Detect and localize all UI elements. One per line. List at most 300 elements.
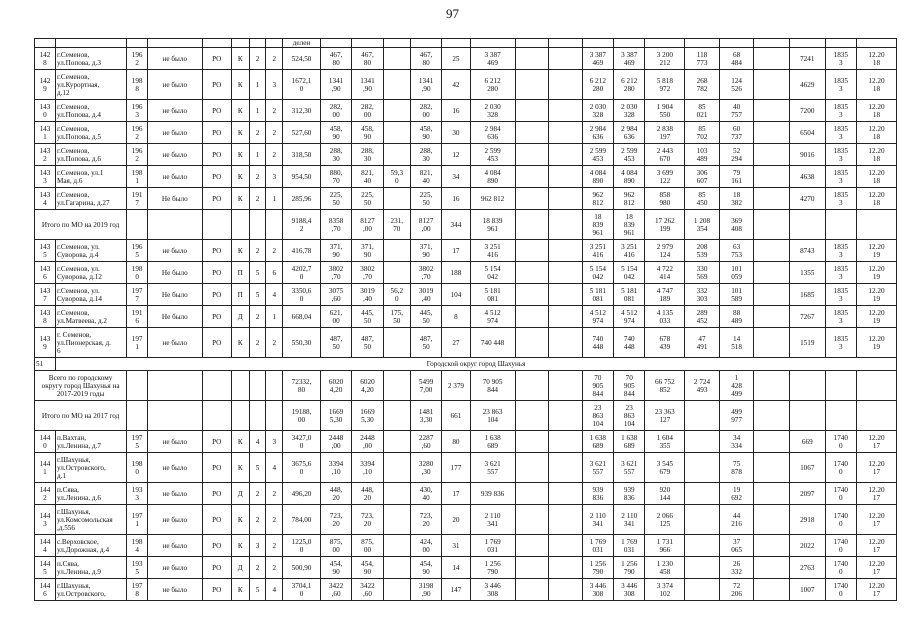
table-cell: не было	[148, 535, 202, 557]
table-cell: 144 1	[35, 453, 56, 483]
table-cell	[549, 122, 583, 144]
table-cell	[383, 70, 410, 100]
table-cell	[549, 262, 583, 284]
table-cell: 1481 3,30	[410, 401, 441, 431]
table-cell: 196 2	[127, 144, 148, 166]
address-cell: г.Семенов, ул. Суворова, д.12	[55, 262, 126, 284]
table-cell	[754, 401, 790, 431]
table-cell: 5 154 042	[582, 262, 613, 284]
table-cell: РО	[202, 328, 231, 358]
table-row	[35, 188, 897, 210]
table-cell: 143 7	[35, 284, 56, 306]
table-cell: 369 408	[719, 210, 754, 240]
table-cell: 118 773	[685, 48, 720, 70]
table-cell	[754, 328, 790, 358]
table-cell	[515, 505, 549, 535]
table-cell: 621, 00	[320, 306, 351, 328]
table-cell: 1835 3	[825, 48, 856, 70]
table-cell	[515, 188, 549, 210]
table-cell	[383, 371, 410, 401]
table-cell: 12.20 18	[856, 144, 896, 166]
table-cell: 1740 0	[825, 535, 856, 557]
address-cell: п.Вахтан, ул.Ленина, д.7	[55, 431, 126, 453]
table-cell: 177	[442, 453, 470, 483]
table-cell: 1 769 031	[582, 535, 613, 557]
table-cell: 3075 ,60	[320, 284, 351, 306]
table-cell: 31	[442, 535, 470, 557]
table-cell: 1669 5,30	[320, 401, 351, 431]
address-cell: г.Семенов, ул. Суворова, д.4	[55, 240, 126, 262]
table-cell: 70 905 844	[582, 371, 613, 401]
table-cell	[515, 483, 549, 505]
table-cell	[754, 262, 790, 284]
table-cell	[266, 371, 283, 401]
table-cell: П	[231, 262, 249, 284]
table-cell: 2 110 341	[582, 505, 613, 535]
table-cell: 19188, 00	[283, 401, 321, 431]
table-cell: 467, 80	[320, 48, 351, 70]
table-cell	[383, 579, 410, 601]
table-cell	[515, 431, 549, 453]
table-row	[35, 505, 897, 535]
table-cell: 2 838 197	[645, 122, 685, 144]
header-cell	[55, 39, 126, 48]
table-cell: РО	[202, 48, 231, 70]
table-cell: 8743	[789, 240, 825, 262]
table-cell: не было	[148, 144, 202, 166]
table-cell: 18 839 961	[582, 210, 613, 240]
table-cell	[825, 371, 856, 401]
table-cell: 1 638 689	[470, 431, 515, 453]
table-cell: 550,30	[283, 328, 321, 358]
table-cell: 2 984 636	[614, 122, 645, 144]
table-cell: 954,50	[283, 166, 321, 188]
header-cell	[266, 39, 283, 48]
table-cell: не было	[148, 100, 202, 122]
table-cell: 27	[442, 328, 470, 358]
table-cell: 85 021	[685, 100, 720, 122]
table-cell	[685, 431, 720, 453]
table-cell: 8127 ,00	[352, 210, 383, 240]
table-cell	[549, 100, 583, 122]
table-cell	[685, 557, 720, 579]
table-cell: РО	[202, 483, 231, 505]
table-cell: 740 448	[614, 328, 645, 358]
table-cell: 4 722 414	[645, 262, 685, 284]
table-cell: 784,00	[283, 505, 321, 535]
table-cell: 1 904 550	[645, 100, 685, 122]
table-cell: 723, 20	[352, 505, 383, 535]
address-cell: г.Семенов, ул.Попова, д.5	[55, 122, 126, 144]
table-cell: 101 589	[719, 284, 754, 306]
table-cell: 875, 00	[352, 535, 383, 557]
table-cell: 63 753	[719, 240, 754, 262]
table-cell: 661	[442, 401, 470, 431]
header-cell	[582, 39, 613, 48]
table-cell: не было	[148, 505, 202, 535]
table-cell	[515, 328, 549, 358]
table-cell	[249, 401, 266, 431]
table-cell: 225, 50	[410, 188, 441, 210]
table-cell: Не было	[148, 262, 202, 284]
table-row	[35, 70, 897, 100]
table-cell: 5 181 081	[470, 284, 515, 306]
table-cell: К	[231, 166, 249, 188]
table-cell: 23 863 104	[470, 401, 515, 431]
table-cell	[754, 122, 790, 144]
header-cell	[148, 39, 202, 48]
table-cell: 1341 ,90	[352, 70, 383, 100]
table-cell: 143 5	[35, 240, 56, 262]
table-cell: 1835 3	[825, 70, 856, 100]
table-cell: 197 8	[127, 579, 148, 601]
table-cell	[231, 401, 249, 431]
table-cell: 7267	[789, 306, 825, 328]
table-cell: 2 066 125	[645, 505, 685, 535]
address-cell: п.Сява, ул.Ленина, д.6	[55, 483, 126, 505]
table-cell: 144 0	[35, 431, 56, 453]
table-cell: 2	[266, 144, 283, 166]
table-cell: 52 294	[719, 144, 754, 166]
table-cell	[515, 210, 549, 240]
address-cell: г.Семенов, ул. Суворова, д.14	[55, 284, 126, 306]
table-cell: 723, 20	[410, 505, 441, 535]
table-row	[35, 557, 897, 579]
table-row	[35, 431, 897, 453]
table-cell: 740 448	[582, 328, 613, 358]
total-label: Итого по МО на 2019 год	[35, 210, 127, 240]
table-cell: К	[231, 431, 249, 453]
table-cell: 858 980	[645, 188, 685, 210]
table-cell: 5 818 972	[645, 70, 685, 100]
table-cell: 225, 50	[320, 188, 351, 210]
header-cell	[549, 39, 583, 48]
table-cell: 458, 90	[410, 122, 441, 144]
header-cell	[515, 39, 549, 48]
table-row	[35, 579, 897, 601]
table-cell: 191 6	[127, 306, 148, 328]
table-cell: 17 262 199	[645, 210, 685, 240]
table-cell	[789, 210, 825, 240]
table-cell: 424, 00	[410, 535, 441, 557]
table-cell: 3802 ,70	[352, 262, 383, 284]
table-cell	[754, 431, 790, 453]
table-cell: не было	[148, 453, 202, 483]
table-cell: 3 387 469	[470, 48, 515, 70]
table-cell: 500,90	[283, 557, 321, 579]
table-cell: 12.20 18	[856, 48, 896, 70]
table-cell: 939 836	[614, 483, 645, 505]
table-cell: 197 7	[127, 284, 148, 306]
table-cell: 2	[249, 188, 266, 210]
table-cell: 1355	[789, 262, 825, 284]
table-cell: 12.20 19	[856, 328, 896, 358]
section-title: Городской округ город Шахунья	[55, 358, 896, 371]
address-cell: г.Семенов, ул.Попова, д.6	[55, 144, 126, 166]
table-cell: 330 569	[685, 262, 720, 284]
table-cell	[549, 483, 583, 505]
table-cell: 4629	[789, 70, 825, 100]
table-cell: Не было	[148, 188, 202, 210]
table-cell	[549, 453, 583, 483]
table-cell	[754, 144, 790, 166]
table-cell	[549, 401, 583, 431]
section-row	[35, 358, 897, 371]
table-cell: 3 251 416	[470, 240, 515, 262]
header-cell	[410, 39, 441, 48]
table-cell	[266, 210, 283, 240]
table-cell	[515, 122, 549, 144]
table-cell	[685, 483, 720, 505]
section-number: 51	[35, 358, 56, 371]
table-cell: К	[231, 240, 249, 262]
table-cell	[549, 371, 583, 401]
table-cell: 9016	[789, 144, 825, 166]
table-cell: 103 489	[685, 144, 720, 166]
table-cell: 19 692	[719, 483, 754, 505]
table-cell: 2	[249, 557, 266, 579]
table-cell: 448, 20	[320, 483, 351, 505]
table-cell: 3 699 122	[645, 166, 685, 188]
table-cell: 1835 3	[825, 188, 856, 210]
table-cell	[754, 505, 790, 535]
table-cell: 1 256 790	[470, 557, 515, 579]
table-cell: 527,60	[283, 122, 321, 144]
table-cell: 962 812	[470, 188, 515, 210]
table-cell: 1 256 790	[582, 557, 613, 579]
table-cell: 1672,1 0	[283, 70, 321, 100]
table-cell: 23 863 104	[614, 401, 645, 431]
table-cell: РО	[202, 453, 231, 483]
table-cell: 962 812	[614, 188, 645, 210]
table-cell: 147	[442, 579, 470, 601]
header-cell	[470, 39, 515, 48]
table-cell: 4 135 033	[645, 306, 685, 328]
table-cell: 16	[442, 100, 470, 122]
table-cell: 3280 ,30	[410, 453, 441, 483]
table-cell: РО	[202, 188, 231, 210]
table-cell: 2	[249, 306, 266, 328]
table-cell	[685, 535, 720, 557]
table-cell	[754, 557, 790, 579]
table-cell: 939 836	[582, 483, 613, 505]
table-cell	[754, 48, 790, 70]
address-cell: г.Шахунья, ул.Комсомольская ,д.556	[55, 505, 126, 535]
table-cell: 1	[249, 70, 266, 100]
table-cell: 458, 90	[320, 122, 351, 144]
table-cell: 143 1	[35, 122, 56, 144]
table-cell: 197 1	[127, 505, 148, 535]
table-cell: 487, 50	[410, 328, 441, 358]
table-row	[35, 240, 897, 262]
table-cell: 3 621 557	[470, 453, 515, 483]
table-cell	[127, 401, 148, 431]
total-label: Всего по городскому округу город Шахунья на 2017-2019 годы	[35, 371, 127, 401]
table-cell: 143 6	[35, 262, 56, 284]
table-cell: Д	[231, 306, 249, 328]
table-cell	[549, 431, 583, 453]
table-cell: 487, 50	[320, 328, 351, 358]
table-row	[35, 100, 897, 122]
table-cell: 2 984 636	[582, 122, 613, 144]
table-cell: не было	[148, 70, 202, 100]
table-cell: 1740 0	[825, 579, 856, 601]
table-cell: 2	[249, 166, 266, 188]
table-cell: 2 110 341	[470, 505, 515, 535]
header-cell	[856, 39, 896, 48]
table-cell: 2	[266, 535, 283, 557]
table-cell: 1519	[789, 328, 825, 358]
table-cell: 68 484	[719, 48, 754, 70]
table-cell: К	[231, 579, 249, 601]
table-cell: 143 2	[35, 144, 56, 166]
table-cell: 445, 50	[410, 306, 441, 328]
table-row	[35, 535, 897, 557]
table-cell: 79 161	[719, 166, 754, 188]
table-row	[35, 166, 897, 188]
table-cell: 668,04	[283, 306, 321, 328]
table-cell: 282, 00	[320, 100, 351, 122]
table-cell: К	[231, 100, 249, 122]
table-cell: 2	[266, 328, 283, 358]
table-cell: 5499 7,00	[410, 371, 441, 401]
table-cell: 197 5	[127, 431, 148, 453]
header-cell	[127, 39, 148, 48]
table-cell: 5	[249, 453, 266, 483]
table-cell: 4 084 890	[582, 166, 613, 188]
table-cell: 1685	[789, 284, 825, 306]
table-cell: 16	[442, 188, 470, 210]
table-cell: 448, 20	[352, 483, 383, 505]
table-cell: 3	[266, 431, 283, 453]
table-cell: 2 443 670	[645, 144, 685, 166]
table-cell: 3350,6 0	[283, 284, 321, 306]
table-cell: 3 621 557	[582, 453, 613, 483]
table-cell: 430, 40	[410, 483, 441, 505]
table-cell: 3422 ,60	[320, 579, 351, 601]
table-cell: 1341 ,90	[320, 70, 351, 100]
table-cell: 124 526	[719, 70, 754, 100]
table-cell: 3802 ,70	[320, 262, 351, 284]
table-cell	[383, 262, 410, 284]
table-cell: 3 374 102	[645, 579, 685, 601]
table-cell: 2918	[789, 505, 825, 535]
table-cell: 197 1	[127, 328, 148, 358]
table-cell: 1341 ,90	[410, 70, 441, 100]
table-cell: 1835 3	[825, 262, 856, 284]
table-cell: РО	[202, 144, 231, 166]
header-cell	[614, 39, 645, 48]
table-cell: 144 2	[35, 483, 56, 505]
table-cell: 144 4	[35, 535, 56, 557]
table-cell: 371, 90	[410, 240, 441, 262]
table-cell	[856, 371, 896, 401]
table-cell: 669	[789, 431, 825, 453]
table-cell: 75 878	[719, 453, 754, 483]
table-cell: 2	[266, 557, 283, 579]
table-cell: 4 084 890	[614, 166, 645, 188]
table-cell: 2448 ,00	[320, 431, 351, 453]
table-row	[35, 48, 897, 70]
address-cell: г.Семенов, ул.Гагарина, д.27	[55, 188, 126, 210]
table-cell: не было	[148, 579, 202, 601]
table-cell: 6504	[789, 122, 825, 144]
table-cell	[127, 210, 148, 240]
table-cell: 1225,0 0	[283, 535, 321, 557]
table-cell	[383, 240, 410, 262]
table-cell: 2	[249, 483, 266, 505]
table-cell: 14	[442, 557, 470, 579]
table-cell: 6020 4,20	[352, 371, 383, 401]
table-cell	[383, 505, 410, 535]
table-cell	[549, 306, 583, 328]
table-cell: 1 769 031	[470, 535, 515, 557]
header-cell	[685, 39, 720, 48]
table-cell: 962 812	[582, 188, 613, 210]
table-cell: 44 216	[719, 505, 754, 535]
table-cell: 1835 3	[825, 122, 856, 144]
table-cell: 2097	[789, 483, 825, 505]
table-cell	[754, 100, 790, 122]
header-cell	[352, 39, 383, 48]
table-cell: 3 446 308	[470, 579, 515, 601]
table-cell: 34 334	[719, 431, 754, 453]
table-cell: 416,78	[283, 240, 321, 262]
table-cell: 3019 ,40	[352, 284, 383, 306]
table-cell: РО	[202, 557, 231, 579]
table-cell: 454, 90	[320, 557, 351, 579]
table-cell	[383, 48, 410, 70]
table-cell: 2	[249, 505, 266, 535]
table-cell: 143 9	[35, 328, 56, 358]
table-cell: 2 599 453	[614, 144, 645, 166]
table-cell: 142 9	[35, 70, 56, 100]
table-cell: 198 0	[127, 262, 148, 284]
table-cell	[515, 70, 549, 100]
table-cell: 196 5	[127, 240, 148, 262]
table-cell: 4202,7 0	[283, 262, 321, 284]
header-cell	[754, 39, 790, 48]
table-cell	[383, 453, 410, 483]
table-cell: 18 839 961	[470, 210, 515, 240]
table-cell: 3198 ,90	[410, 579, 441, 601]
table-cell: К	[231, 144, 249, 166]
table-cell	[202, 210, 231, 240]
table-cell: 1	[266, 306, 283, 328]
table-cell: 17	[442, 483, 470, 505]
table-cell: 496,20	[283, 483, 321, 505]
header-cell	[825, 39, 856, 48]
table-row	[35, 453, 897, 483]
table-cell: 12.20 18	[856, 166, 896, 188]
table-cell: 12.20 18	[856, 70, 896, 100]
table-cell	[266, 401, 283, 431]
table-cell	[383, 535, 410, 557]
table-cell: 4638	[789, 166, 825, 188]
table-cell: 1835 3	[825, 284, 856, 306]
table-cell	[549, 284, 583, 306]
table-cell: 23 363 127	[645, 401, 685, 431]
table-cell: 143 3	[35, 166, 56, 188]
table-cell	[754, 70, 790, 100]
table-cell: 198 0	[127, 453, 148, 483]
table-cell	[825, 210, 856, 240]
table-cell: 318,50	[283, 144, 321, 166]
table-cell	[549, 557, 583, 579]
table-cell: П	[231, 284, 249, 306]
table-cell	[515, 453, 549, 483]
table-cell	[549, 505, 583, 535]
